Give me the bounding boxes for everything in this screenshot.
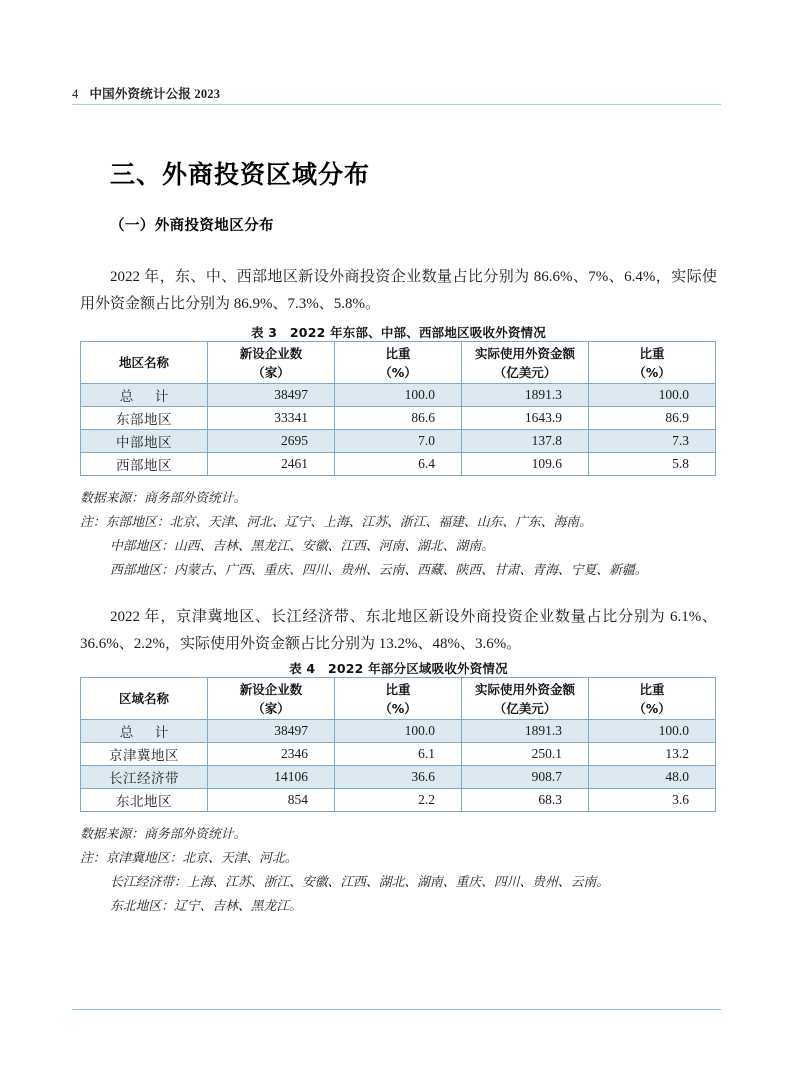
- cell-amount: 250.1: [462, 743, 589, 766]
- header-rule: [72, 104, 721, 105]
- table3-col-amount: 实际使用外资金额 （亿美元）: [462, 342, 589, 384]
- table-row: [81, 384, 716, 407]
- cell-enterprises: 2695: [208, 430, 335, 453]
- note-source: 数据来源：商务部外资统计。: [80, 491, 247, 506]
- cell-enterprises: 33341: [208, 407, 335, 430]
- cell-enterprises-share: 100.0: [335, 384, 462, 407]
- cell-enterprises: 854: [208, 789, 335, 812]
- cell-amount-share: 100.0: [589, 384, 716, 407]
- cell-enterprises: 38497: [208, 720, 335, 743]
- table-row: [81, 430, 716, 453]
- footer-rule: [72, 1009, 721, 1010]
- table3: [80, 341, 716, 476]
- cell-amount: 68.3: [462, 789, 589, 812]
- cell-enterprises: 2346: [208, 743, 335, 766]
- note-northeast: 东北地区：辽宁、吉林、黑龙江。: [110, 899, 302, 914]
- cell-amount: 109.6: [462, 453, 589, 476]
- cell-enterprises: 2461: [208, 453, 335, 476]
- table-row: [81, 789, 716, 812]
- table3-header-row: [81, 342, 716, 384]
- cell-amount-share: 48.0: [589, 766, 716, 789]
- page-number: 4: [72, 87, 79, 101]
- table3-caption: 表 3 2022 年东部、中部、西部地区吸收外资情况: [251, 325, 546, 340]
- row-label: 东北地区: [81, 789, 208, 812]
- row-label: 京津冀地区: [81, 743, 208, 766]
- table3-notes: [80, 487, 717, 583]
- cell-enterprises-share: 100.0: [335, 720, 462, 743]
- table3-col-enterprises: 新设企业数 （家）: [208, 342, 335, 384]
- cell-enterprises-share: 6.4: [335, 453, 462, 476]
- table4-caption: 表 4 2022 年部分区域吸收外资情况: [289, 661, 508, 676]
- note-central: 中部地区：山西、吉林、黑龙江、安徽、江西、河南、湖北、湖南。: [110, 539, 494, 554]
- table4-col-enterprises-share: 比重 （%）: [335, 678, 462, 720]
- row-label: 中部地区: [81, 430, 208, 453]
- table3-col-enterprises-share: 比重 （%）: [335, 342, 462, 384]
- cell-amount-share: 7.3: [589, 430, 716, 453]
- header-title: 中国外资统计公报 2023: [89, 87, 221, 101]
- table3-col-region: 地区名称: [81, 342, 208, 384]
- cell-amount: 1891.3: [462, 384, 589, 407]
- table3-col-amount-share: 比重 （%）: [589, 342, 716, 384]
- running-header: [72, 84, 721, 102]
- row-label: 东部地区: [81, 407, 208, 430]
- table-row: [81, 766, 716, 789]
- cell-amount-share: 13.2: [589, 743, 716, 766]
- paragraph-east-central-west: 2022 年，东、中、西部地区新设外商投资企业数量占比分别为 86.6%、7%、6.4%，实际使用外资金额占比分别为 86.9%、7.3%、5.8%。: [80, 269, 717, 312]
- cell-enterprises-share: 2.2: [335, 789, 462, 812]
- paragraph-regions: 2022 年，京津冀地区、长江经济带、东北地区新设外商投资企业数量占比分别为 6.1%、36.6%、2.2%，实际使用外资金额占比分别为 13.2%、48%、3.6%。: [80, 609, 717, 652]
- cell-enterprises-share: 7.0: [335, 430, 462, 453]
- row-label: 总 计: [81, 384, 208, 407]
- row-label: 西部地区: [81, 453, 208, 476]
- note-east: 注：东部地区：北京、天津、河北、辽宁、上海、江苏、浙江、福建、山东、广东、海南。: [80, 515, 592, 530]
- table-row: [81, 720, 716, 743]
- table4-col-amount-share: 比重 （%）: [589, 678, 716, 720]
- note-yangtze: 长江经济带：上海、江苏、浙江、安徽、江西、湖北、湖南、重庆、四川、贵州、云南。: [110, 875, 610, 890]
- note-jingjinji: 注：京津冀地区：北京、天津、河北。: [80, 851, 298, 866]
- table4-col-enterprises: 新设企业数 （家）: [208, 678, 335, 720]
- table4-col-region: 区域名称: [81, 678, 208, 720]
- cell-amount: 1643.9: [462, 407, 589, 430]
- cell-amount: 908.7: [462, 766, 589, 789]
- table4-header-row: [81, 678, 716, 720]
- table-row: [81, 407, 716, 430]
- cell-amount: 1891.3: [462, 720, 589, 743]
- table4-col-amount: 实际使用外资金额 （亿美元）: [462, 678, 589, 720]
- row-label: 总 计: [81, 720, 208, 743]
- cell-enterprises-share: 36.6: [335, 766, 462, 789]
- table-row: [81, 743, 716, 766]
- table-row: [81, 453, 716, 476]
- section-heading: 三、外商投资区域分布: [110, 160, 371, 189]
- cell-amount: 137.8: [462, 430, 589, 453]
- note-west: 西部地区：内蒙古、广西、重庆、四川、贵州、云南、西藏、陕西、甘肃、青海、宁夏、新疆。: [110, 563, 648, 578]
- cell-amount-share: 86.9: [589, 407, 716, 430]
- table4: [80, 677, 716, 812]
- table4-notes: [80, 823, 717, 919]
- cell-enterprises: 14106: [208, 766, 335, 789]
- cell-enterprises-share: 86.6: [335, 407, 462, 430]
- subsection-heading: （一）外商投资地区分布: [110, 218, 274, 234]
- note-source: 数据来源：商务部外资统计。: [80, 827, 247, 842]
- cell-amount-share: 3.6: [589, 789, 716, 812]
- cell-enterprises-share: 6.1: [335, 743, 462, 766]
- cell-amount-share: 100.0: [589, 720, 716, 743]
- row-label: 长江经济带: [81, 766, 208, 789]
- cell-amount-share: 5.8: [589, 453, 716, 476]
- cell-enterprises: 38497: [208, 384, 335, 407]
